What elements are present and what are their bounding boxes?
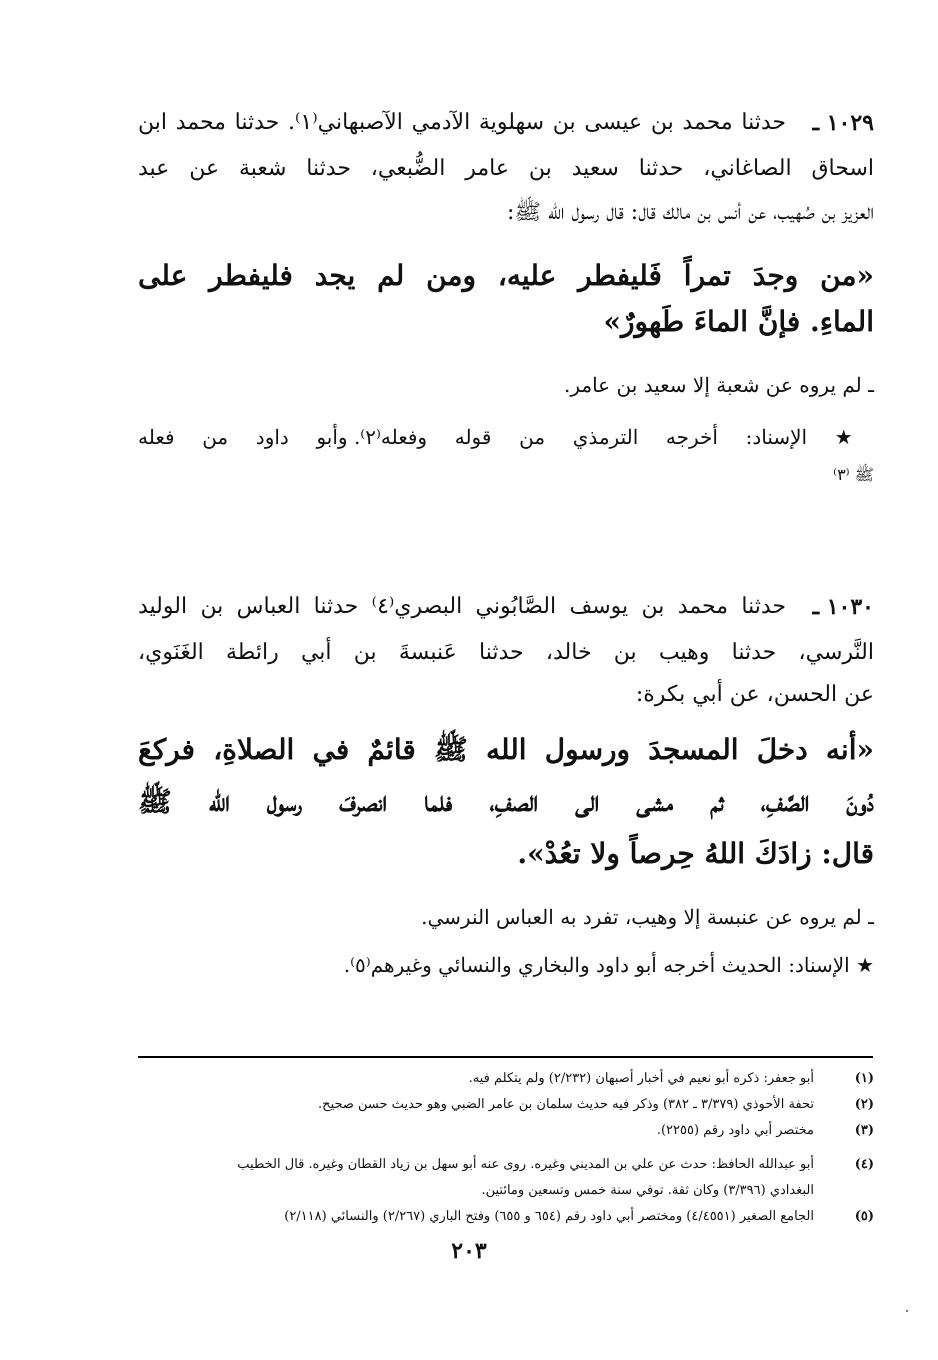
footnote-5-text: الجامع الصغير (٤/٤٥٥١) ومختصر أبي داود رقم (٦٥٤ و ٦٥٥) وفتح الباري (٢/٢٦٧) والنسائي (٢/١١٨) — [284, 1209, 814, 1224]
footnote-2-text: تحفة الأحوذي (٣/٣٧٩ ـ ٣٨٢) وذكر فيه حديث سلمان بن عامر الضبي وهو حديث حسن صحيح. — [318, 1097, 814, 1112]
hadith-1029-chain-line-1: حدثنا محمد بن عيسى بن سهلوية الآدمي الآصبهاني⁽١⁾. حدثنا محمد ابن — [138, 110, 786, 135]
hadith-1030-matn-line-3: قال: زادَكَ اللهُ حِرصاً ولا تعُدْ». — [517, 837, 874, 870]
footnote-1-text: أبو جعفر: ذكره أبو نعيم في أخبار أصبهان (٢/٢٣٢) ولم يتكلم فيه. — [468, 1071, 814, 1086]
footnote-1-number: (١) — [854, 1071, 874, 1086]
footnote-2 — [138, 1094, 874, 1116]
footnote-3-number: (٣) — [854, 1123, 874, 1138]
footnote-2-number: (٢) — [854, 1097, 874, 1112]
footnote-4-text: أبو عبدالله الحافظ: حدث عن علي بن المديني وغيره. روى عنه أبو سهل بن زياد القطان وغيره. قال الخطيب — [237, 1157, 814, 1172]
footnote-4-number: (٤) — [854, 1157, 874, 1172]
footnote-5 — [138, 1206, 874, 1228]
hadith-1029-note: ـ لم يروه عن شعبة إلا سعيد بن عامر. — [563, 373, 874, 397]
hadith-number-1029: ١٠٢٩ ـ — [812, 110, 874, 136]
page-number: ٢٠٣ — [451, 1238, 487, 1264]
scan-speck — [906, 1310, 908, 1312]
hadith-1030-isnad: ★ الإسناد: الحديث أخرجه أبو داود والبخاري والنسائي وغيرهم⁽٥⁾. — [343, 953, 874, 977]
hadith-1030-note: ـ لم يروه عن عنبسة إلا وهيب، تفرد به العباس النرسي. — [421, 905, 874, 929]
hadith-1029-isnad-line-2: ﷺ ⁽٣⁾ — [833, 465, 874, 484]
hadith-number-1030: ١٠٣٠ ـ — [812, 594, 874, 620]
footnote-4-text-line-2: البغدادي (٣/٣٩٦) وكان ثقة. توفي سنة خمس وتسعين ومائتين. — [481, 1183, 814, 1198]
hadith-1029-matn-line-2: الماءِ. فإنَّ الماءَ طَهورٌ» — [603, 305, 874, 338]
hadith-1029-matn-line-1: «من وجدَ تمراً فَليفطر عليه، ومن لم يجد فليفطر على — [138, 259, 874, 292]
footnote-1 — [138, 1068, 874, 1090]
footnote-divider — [138, 1056, 873, 1058]
hadith-1029-chain-line-2: اسحاق الصاغاني، حدثنا سعيد بن عامر الضُّبعي، حدثنا شعبة عن عبد — [138, 156, 874, 181]
hadith-1029-chain-line-3: العزيز بن صُهيب، عن أنس بن مالك قال: قال رسول الله ﷺ: — [507, 200, 874, 225]
hadith-1030-matn-line-1: «أنه دخلَ المسجدَ ورسول الله ﷺ قائمٌ في الصلاةِ، فركعَ — [138, 733, 874, 766]
hadith-1030-chain-line-3: عن الحسن، عن أبي بكرة: — [635, 682, 874, 707]
footnote-3-text: مختصر أبي داود رقم (٢٢٥٥). — [656, 1123, 814, 1138]
footnote-4 — [138, 1154, 874, 1176]
hadith-1029-isnad-line-1: ★ الإسناد: أخرجه الترمذي من قوله وفعله⁽٢⁾. وأبو داود من فعله — [138, 425, 874, 449]
footnote-3 — [138, 1120, 874, 1142]
hadith-1030-chain-line-1: حدثنا محمد بن يوسف الصَّابُوني البصري⁽٤⁾ حدثنا العباس بن الوليد — [138, 594, 786, 619]
hadith-1030-chain-line-2: النَّرسي، حدثنا وهيب بن خالد، حدثنا عَنبسةَ بن أبي رائطة الغَنَوي، — [138, 640, 874, 665]
footnote-5-number: (٥) — [854, 1209, 874, 1224]
hadith-1030-matn-line-2: دُونَ الصَّفِ، ثم مشى الى الصفِ، فلما انصرفَ رسول الله ﷺ — [138, 785, 874, 818]
